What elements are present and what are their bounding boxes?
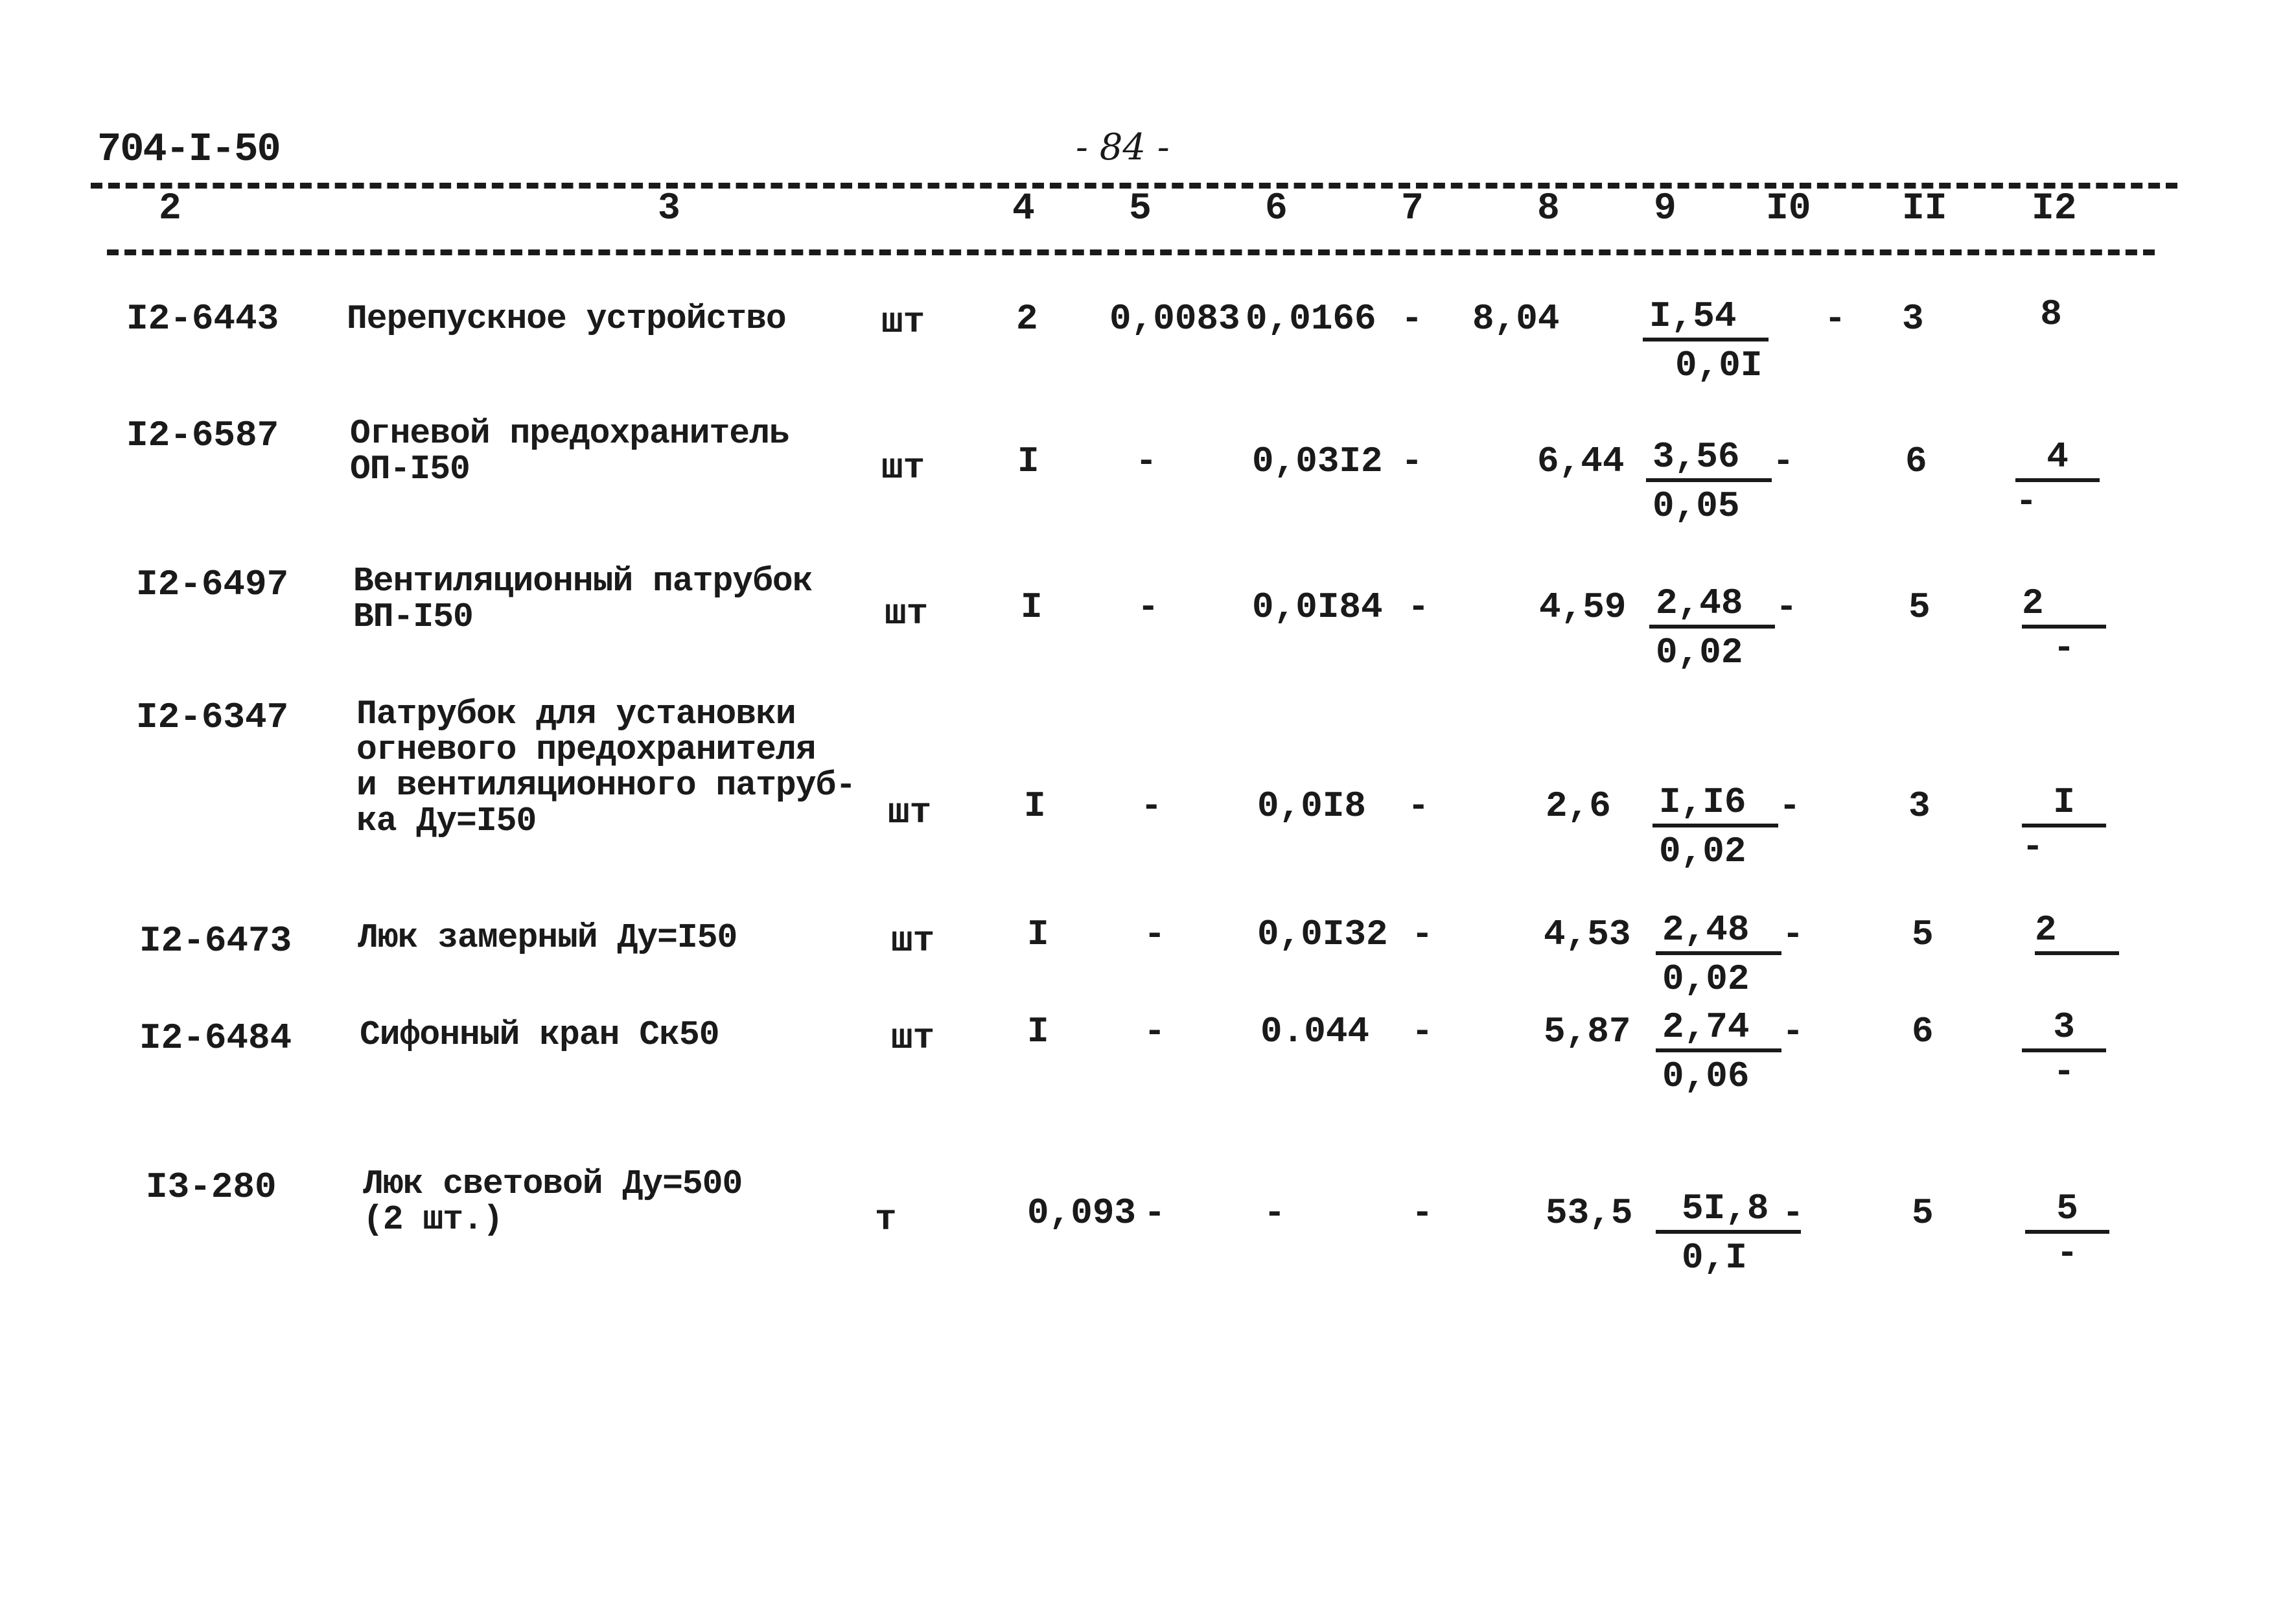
col12-fraction	[2025, 1187, 2109, 1273]
header-bottom-rule	[107, 249, 2155, 255]
col7-value: -	[1411, 1192, 1433, 1234]
col9-top: 2,48	[1656, 908, 1781, 955]
col11-value: 3	[1908, 785, 1931, 827]
col7-value: -	[1401, 298, 1423, 340]
col10-value: -	[1776, 586, 1798, 628]
col9-top: 5I,8	[1656, 1187, 1801, 1234]
item-unit: шт	[891, 1017, 935, 1059]
col11-value: 6	[1912, 1011, 1934, 1052]
col9-fraction	[1656, 1187, 1801, 1279]
item-name: Сифонный кран Ск50	[360, 1015, 719, 1054]
item-code: I2-6484	[139, 1017, 292, 1059]
item-code: I2-6347	[136, 697, 289, 738]
document-code: 704-I-50	[97, 126, 280, 172]
col9-fraction	[1646, 435, 1772, 527]
col12-bottom: -	[2056, 1232, 2078, 1274]
col12-fraction	[2022, 781, 2106, 866]
col7-value: -	[1411, 1011, 1433, 1052]
col-header-12: I2	[2032, 188, 2077, 230]
col11-value: 5	[1908, 586, 1931, 628]
col5-value: 0,0083	[1109, 298, 1240, 340]
col9-top: I,I6	[1652, 781, 1778, 827]
item-code: I2-6587	[126, 415, 279, 456]
item-qty: 2	[1016, 298, 1038, 340]
item-name: Патрубок для установки огневого предохранителя и вентиляционного патруб- ка Ду=I50	[356, 695, 856, 840]
col11-value: 6	[1905, 441, 1927, 482]
col9-top: 2,74	[1656, 1006, 1781, 1052]
col5-value: -	[1137, 586, 1159, 628]
col6-value: 0,03I2	[1252, 441, 1383, 482]
col6-value: 0,0166	[1246, 298, 1376, 340]
col5-value: -	[1144, 1192, 1166, 1234]
col9-fraction	[1656, 908, 1781, 1000]
col6-value: 0,0I8	[1257, 785, 1367, 827]
col9-fraction	[1652, 781, 1778, 873]
col8-value: 8,04	[1472, 298, 1560, 340]
col8-value: 4,59	[1539, 586, 1627, 628]
col10-value: -	[1772, 441, 1794, 482]
col9-bottom: 0,02	[1662, 958, 1750, 1000]
col9-fraction	[1643, 295, 1768, 387]
col8-value: 6,44	[1537, 441, 1625, 482]
item-code: I3-280	[146, 1166, 277, 1208]
col10-value: -	[1824, 298, 1846, 340]
col8-value: 4,53	[1544, 914, 1631, 955]
item-code: I2-6497	[136, 564, 289, 605]
col8-value: 2,6	[1546, 785, 1611, 827]
col12-fraction	[2022, 1006, 2106, 1091]
item-unit: т	[875, 1199, 897, 1240]
col12-top: I	[2022, 781, 2106, 827]
item-unit: шт	[891, 920, 935, 962]
col6-value: 0,0I84	[1252, 586, 1383, 628]
col-header-5: 5	[1129, 188, 1152, 230]
col-header-7: 7	[1401, 188, 1424, 230]
col12-fraction	[2022, 582, 2106, 667]
col9-bottom: 0,0I	[1675, 345, 1763, 386]
col7-value: -	[1401, 441, 1423, 482]
col9-top: 3,56	[1646, 435, 1772, 482]
col12-bottom: -	[2022, 826, 2044, 868]
col-header-4: 4	[1012, 188, 1035, 230]
col6-value: -	[1264, 1192, 1286, 1234]
col8-value: 53,5	[1546, 1192, 1633, 1234]
item-code: I2-6443	[126, 298, 279, 340]
item-qty: 0,093	[1027, 1192, 1137, 1234]
col5-value: -	[1144, 914, 1166, 955]
col5-value: -	[1135, 441, 1157, 482]
item-code: I2-6473	[139, 920, 292, 962]
col-header-8: 8	[1537, 188, 1560, 230]
col7-value: -	[1411, 914, 1433, 955]
col12-top: 2	[2035, 908, 2119, 955]
col-header-10: I0	[1766, 188, 1811, 230]
item-qty: I	[1017, 441, 1039, 482]
col9-fraction	[1649, 582, 1775, 674]
item-qty: I	[1027, 914, 1049, 955]
col8-value: 5,87	[1544, 1011, 1631, 1052]
col10-value: -	[1782, 914, 1804, 955]
col-header-6: 6	[1265, 188, 1288, 230]
item-qty: I	[1024, 785, 1046, 827]
item-qty: I	[1027, 1011, 1049, 1052]
col9-top: I,54	[1643, 295, 1768, 341]
col12-top: 5	[2025, 1187, 2109, 1234]
col12-top: 8	[2040, 294, 2062, 335]
page-number: - 84 -	[1076, 126, 1170, 168]
col-header-2: 2	[159, 188, 181, 230]
col9-bottom: 0,05	[1652, 485, 1740, 527]
col12-bottom: -	[2053, 627, 2075, 669]
col12-top: 2	[2022, 582, 2106, 629]
col12-bottom: -	[2015, 481, 2037, 522]
col10-value: -	[1782, 1011, 1804, 1052]
col10-value: -	[1779, 785, 1801, 827]
col7-value: -	[1408, 586, 1430, 628]
item-unit: шт	[885, 593, 929, 634]
col12-fraction	[2009, 295, 2093, 334]
col12-bottom: -	[2053, 1051, 2075, 1093]
col9-bottom: 0,02	[1656, 632, 1743, 673]
item-name: Перепускное устройство	[347, 299, 786, 338]
col-header-11: II	[1902, 188, 1947, 230]
item-unit: шт	[881, 447, 925, 489]
col12-fraction	[2015, 435, 2100, 521]
col9-bottom: 0,06	[1662, 1056, 1750, 1097]
col10-value: -	[1782, 1192, 1804, 1234]
col9-bottom: 0,02	[1659, 831, 1746, 872]
col-header-3: 3	[658, 188, 680, 230]
col9-bottom: 0,I	[1682, 1237, 1747, 1278]
item-name: Вентиляционный патрубок ВП-I50	[353, 562, 813, 636]
col11-value: 5	[1912, 914, 1934, 955]
item-unit: шт	[881, 301, 925, 343]
item-qty: I	[1021, 586, 1043, 628]
item-name: Огневой предохранитель ОП-I50	[350, 414, 789, 489]
col6-value: 0.044	[1260, 1011, 1370, 1052]
col12-top: 3	[2022, 1006, 2106, 1052]
col5-value: -	[1144, 1011, 1166, 1052]
col9-top: 2,48	[1649, 582, 1775, 629]
col12-fraction	[2035, 908, 2119, 955]
col-header-9: 9	[1654, 188, 1676, 230]
col12-top: 4	[2015, 435, 2100, 482]
col11-value: 5	[1912, 1192, 1934, 1234]
col5-value: -	[1141, 785, 1163, 827]
item-unit: шт	[888, 792, 932, 833]
col7-value: -	[1408, 785, 1430, 827]
col6-value: 0,0I32	[1257, 914, 1388, 955]
col9-fraction	[1656, 1006, 1781, 1098]
item-name: Люк замерный Ду=I50	[358, 918, 737, 957]
item-name: Люк световой Ду=500 (2 шт.)	[363, 1164, 743, 1239]
col11-value: 3	[1902, 298, 1924, 340]
